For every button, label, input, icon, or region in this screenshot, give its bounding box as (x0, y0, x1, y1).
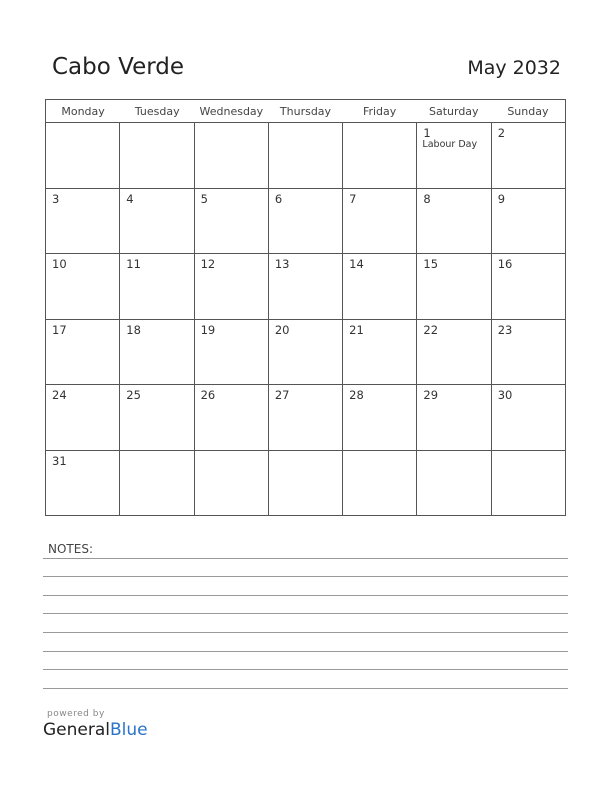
day-cell (492, 451, 566, 517)
day-number: 3 (52, 191, 60, 206)
notes-line (43, 651, 568, 652)
day-number: 13 (274, 257, 290, 271)
day-number: 1 (423, 126, 431, 140)
notes-line (43, 595, 568, 596)
day-cell (269, 385, 343, 451)
day-number: 2 (497, 126, 506, 140)
brand-blue: Blue (110, 720, 148, 740)
day-cell (417, 385, 491, 451)
day-number: 27 (274, 388, 290, 402)
day-cell (269, 320, 343, 386)
day-number: 22 (423, 322, 439, 337)
day-cell (343, 320, 417, 386)
day-cell (269, 189, 343, 255)
day-number: 26 (200, 388, 216, 402)
day-cell (492, 385, 566, 451)
weekday-wednesday: Wednesday (199, 105, 264, 118)
day-cell (417, 320, 491, 386)
day-cell (46, 123, 120, 189)
day-number: 29 (423, 388, 439, 402)
day-number: 17 (52, 322, 67, 337)
weekday-thursday: Thursday (279, 105, 332, 118)
day-cell (417, 254, 491, 320)
day-cell (492, 320, 566, 386)
day-cell (492, 254, 566, 320)
notes-line (43, 576, 568, 577)
day-cell (120, 320, 194, 386)
day-number: 6 (274, 191, 283, 206)
day-number: 12 (200, 257, 216, 271)
day-number: 30 (497, 388, 513, 402)
weekday-monday: Monday (61, 105, 105, 118)
day-number: 11 (126, 257, 141, 271)
day-number: 10 (52, 257, 67, 271)
day-number: 23 (497, 322, 513, 337)
day-number: 21 (349, 322, 364, 337)
day-cell (195, 123, 269, 189)
day-cell (343, 385, 417, 451)
weekday-tuesday: Tuesday (134, 105, 180, 118)
day-cell (269, 254, 343, 320)
month-title: May 2032 (467, 57, 561, 79)
notes-line (43, 613, 568, 614)
powered-by-text: powered by (47, 709, 105, 719)
brand-logo (43, 720, 148, 740)
day-cell (343, 123, 417, 189)
day-cell (120, 254, 194, 320)
day-number: 5 (200, 191, 208, 206)
notes-line (43, 558, 568, 559)
day-number: 25 (126, 388, 141, 402)
day-number: 7 (349, 191, 357, 206)
day-number: 16 (497, 257, 513, 271)
day-cell (195, 254, 269, 320)
day-cell (417, 189, 491, 255)
day-cell (492, 123, 566, 189)
day-number: 20 (274, 322, 290, 337)
day-cell (120, 385, 194, 451)
day-cell (269, 451, 343, 517)
day-number: 31 (52, 453, 67, 468)
day-cell (120, 123, 194, 189)
day-number: 4 (126, 191, 134, 206)
weekday-saturday: Saturday (428, 105, 479, 118)
brand-general: General (43, 720, 110, 740)
day-cell (343, 254, 417, 320)
day-grid (45, 123, 566, 516)
day-cell (343, 189, 417, 255)
day-cell (46, 320, 120, 386)
day-cell (46, 189, 120, 255)
day-cell (195, 189, 269, 255)
day-number: 14 (349, 257, 364, 271)
day-number: 19 (200, 322, 216, 337)
day-number: 9 (497, 191, 506, 206)
notes-line (43, 688, 568, 689)
day-number: 28 (349, 388, 364, 402)
weekday-sunday: Sunday (507, 105, 549, 118)
day-cell (195, 385, 269, 451)
day-cell (417, 123, 491, 189)
day-cell (195, 451, 269, 517)
weekday-friday: Friday (362, 105, 397, 118)
day-cell (492, 189, 566, 255)
notes-line (43, 669, 568, 670)
day-cell (120, 189, 194, 255)
notes-label: NOTES: (48, 542, 93, 556)
day-number: 24 (52, 388, 67, 402)
day-number: 18 (126, 322, 141, 337)
day-number: 8 (423, 191, 431, 206)
notes-line (43, 632, 568, 633)
day-cell (269, 123, 343, 189)
country-title: Cabo Verde (52, 54, 185, 80)
day-cell (417, 451, 491, 517)
calendar (45, 99, 566, 516)
day-cell (195, 320, 269, 386)
day-cell (46, 451, 120, 517)
day-cell (46, 254, 120, 320)
day-number: 15 (423, 257, 439, 271)
day-cell (46, 385, 120, 451)
day-cell (120, 451, 194, 517)
weekday-header (45, 99, 566, 123)
holiday-label: Labour Day (422, 139, 478, 150)
day-cell (343, 451, 417, 517)
